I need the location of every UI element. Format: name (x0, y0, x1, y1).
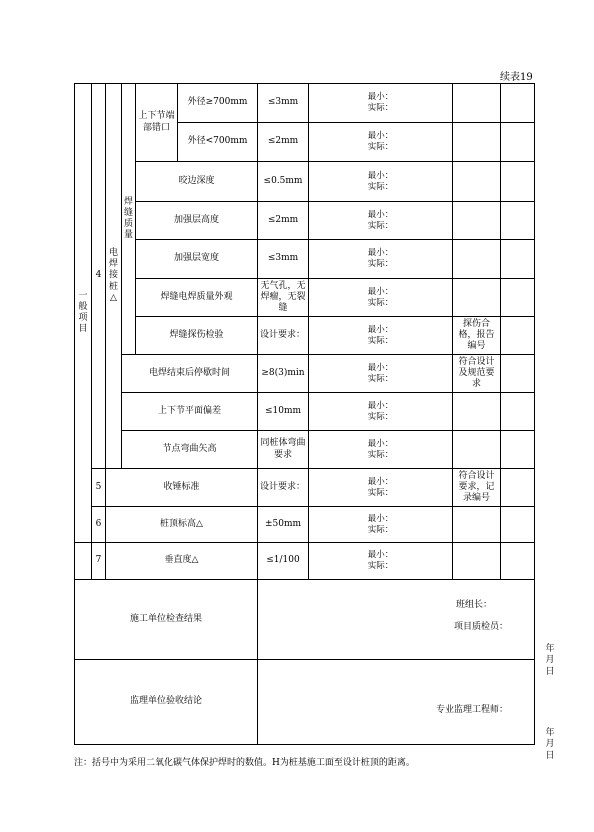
table-row (75, 162, 535, 202)
result-cell (453, 240, 501, 279)
foreman-label: 班组长： (456, 600, 493, 610)
construction-row (75, 580, 535, 660)
offset-group: 上下节端部错口 (136, 84, 178, 162)
requirement: ≤2mm (258, 123, 309, 162)
requirement: ≤1/100 (258, 543, 309, 580)
result-cell (453, 123, 501, 162)
engineer-label: 专业监理工程师： (436, 705, 509, 715)
measure-cell: 最小： 实际： (309, 84, 453, 123)
blank-cell (501, 393, 535, 431)
subitem-label: 咬边深度 (136, 162, 258, 202)
blank-cell (501, 123, 535, 162)
construction-unit-label: 施工单位检查结果 (75, 580, 258, 660)
supervision-unit-label: 监理单位验收结论 (75, 660, 258, 745)
requirement: ±50mm (258, 507, 309, 543)
requirement: 设计要求： (258, 469, 309, 507)
result-cell (453, 84, 501, 123)
item-name: 收锤标准 (106, 469, 258, 507)
blank-cell (501, 317, 535, 355)
supervision-signature (258, 660, 564, 761)
requirement: 无气孔，无焊瘤，无裂缝 (258, 279, 309, 317)
requirement: 设计要求： (258, 317, 309, 355)
table-row (75, 431, 535, 469)
blank-cell (501, 543, 535, 580)
measure-cell: 最小： 实际： (309, 431, 453, 469)
requirement: ≤3mm (258, 240, 309, 279)
measure-cell: 最小： 实际： (309, 240, 453, 279)
table-row (75, 393, 535, 431)
blank-cell (501, 202, 535, 240)
blank-cell (75, 543, 92, 580)
continuation-label: 续表19 (500, 72, 533, 83)
table-row (75, 355, 535, 393)
result-cell: 探伤合格，报告编号 (453, 317, 501, 355)
blank-cell (501, 355, 535, 393)
category-cell: 一般项目 (75, 84, 92, 543)
requirement: ≤2mm (258, 202, 309, 240)
footnote: 注：括号中为采用二氧化碳气体保护焊时的数值。H为桩基施工面至设计桩顶的距离。 (74, 758, 415, 768)
measure-cell: 最小： 实际： (309, 162, 453, 202)
result-cell (453, 162, 501, 202)
table-row (75, 543, 535, 580)
item-no: 7 (92, 543, 106, 580)
subitem-label: 外径<700mm (178, 123, 258, 162)
measure-cell: 最小： 实际： (309, 507, 453, 543)
measure-cell: 最小： 实际： (309, 202, 453, 240)
requirement: 同桩体弯曲要求 (258, 431, 309, 469)
blank-cell (501, 469, 535, 507)
result-cell: 符合设计及规范要求 (453, 355, 501, 393)
requirement: ≥8(3)min (258, 355, 309, 393)
result-cell (453, 279, 501, 317)
subitem-label: 焊缝探伤检验 (136, 317, 258, 355)
item-no: 6 (92, 507, 106, 543)
measure-cell: 最小： 实际： (309, 123, 453, 162)
measure-cell: 最小： 实际： (309, 469, 453, 507)
table-row (75, 240, 535, 279)
requirement: ≤3mm (258, 84, 309, 123)
subitem-label: 节点弯曲矢高 (122, 431, 258, 469)
supervision-row (75, 660, 535, 745)
inspector-label: 项目质检员： (454, 622, 509, 632)
subitem-label: 外径≥700mm (178, 84, 258, 123)
result-cell (453, 507, 501, 543)
item-no: 5 (92, 469, 106, 507)
result-cell (453, 202, 501, 240)
table-row (75, 507, 535, 543)
measure-cell: 最小： 实际： (309, 543, 453, 580)
requirement: ≤0.5mm (258, 162, 309, 202)
table-row (75, 317, 535, 355)
blank-cell (501, 431, 535, 469)
table-row (75, 469, 535, 507)
measure-cell: 最小： 实际： (309, 317, 453, 355)
blank-cell (501, 507, 535, 543)
table-row (75, 202, 535, 240)
item-no: 4 (92, 84, 106, 469)
requirement: ≤10mm (258, 393, 309, 431)
quality-group: 焊缝质量 (122, 84, 136, 355)
subitem-label: 电焊结束后停歇时间 (122, 355, 258, 393)
result-cell (453, 431, 501, 469)
result-cell (453, 393, 501, 431)
item-name: 电焊接桩△ (106, 84, 122, 469)
subitem-label: 焊缝电焊质量外观 (136, 279, 258, 317)
inspection-table (74, 83, 564, 761)
subitem-label: 加强层高度 (136, 202, 258, 240)
subitem-label: 加强层宽度 (136, 240, 258, 279)
measure-cell: 最小： 实际： (309, 355, 453, 393)
result-cell: 符合设计要求，记录编号 (453, 469, 501, 507)
date-label: 年 月 日 (545, 728, 564, 761)
measure-cell: 最小： 实际： (309, 393, 453, 431)
blank-cell (501, 84, 535, 123)
item-name: 垂直度△ (106, 543, 258, 580)
item-name: 桩顶标高△ (106, 507, 258, 543)
blank-cell (501, 240, 535, 279)
table-row (75, 84, 535, 123)
construction-signature (258, 580, 564, 677)
table-row (75, 279, 535, 317)
blank-cell (501, 162, 535, 202)
date-label: 年 月 日 (545, 644, 564, 677)
result-cell (453, 543, 501, 580)
measure-cell: 最小： 实际： (309, 279, 453, 317)
subitem-label: 上下节平面偏差 (122, 393, 258, 431)
blank-cell (501, 279, 535, 317)
